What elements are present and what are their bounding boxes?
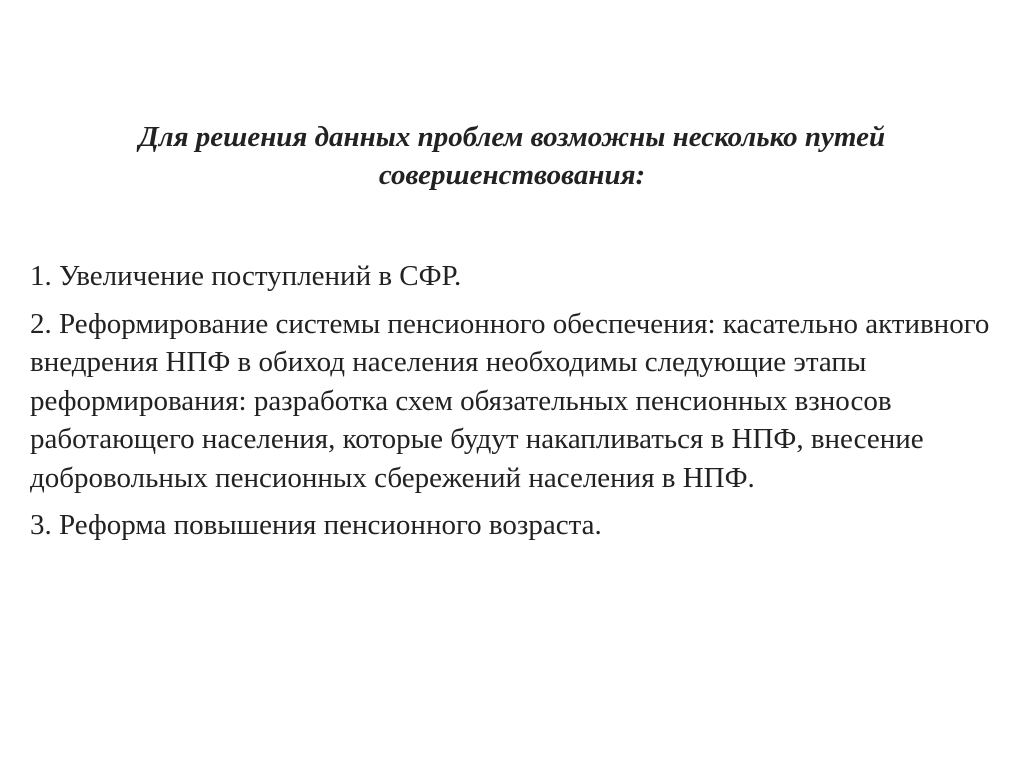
point-2: 2. Реформирование системы пенсионного обеспечения: касательно активного внедрения НПФ в обиход населения необходимы следующие этапы реформирования: разработка схем обязательных пенсионных взносов работающего населения, которые будут накапливаться в НПФ, внесение добровольных пенсионных сбережений населения в НПФ. xyxy=(30,307,990,494)
slide-heading: Для решения данных проблем возможны несколько путей совершенствования: xyxy=(138,121,886,191)
point-3: 3. Реформа повышения пенсионного возраста. xyxy=(30,509,602,541)
point-1: 1. Увеличение поступлений в СФР. xyxy=(30,260,462,292)
points-list xyxy=(30,257,1000,554)
